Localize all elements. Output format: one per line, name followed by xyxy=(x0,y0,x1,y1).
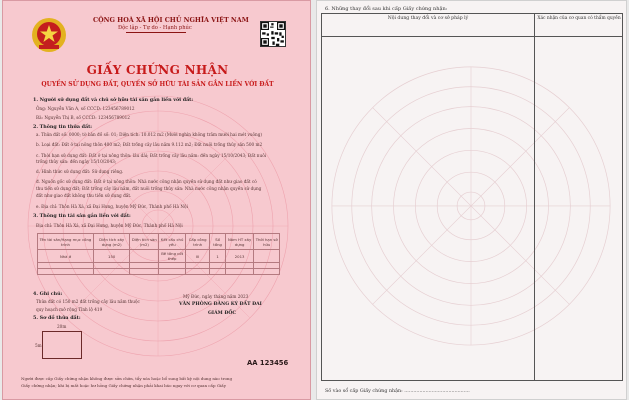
table-cell: 150 xyxy=(94,250,130,263)
table-cell: 1 xyxy=(210,250,225,263)
section-2-heading: 2. Thông tin thửa đất: xyxy=(33,124,93,130)
table-cell: Bê tông cốt thép xyxy=(159,250,186,263)
table-header-cell: Tên tài sản/Hạng mục công trình xyxy=(38,234,94,250)
sign-role: GIÁM ĐỐC xyxy=(208,311,236,316)
serial-number: AA 123456 xyxy=(247,359,289,367)
land-term-2: trồng thủy sản: đến ngày 15/10/2043; xyxy=(36,159,117,164)
owner-1: Ông: Nguyễn Văn A, số CCCD: 123456789012 xyxy=(36,106,135,111)
section-5-heading: 5. Sơ đồ thửa đất: xyxy=(33,315,81,321)
motto-underline xyxy=(126,32,186,33)
changes-table xyxy=(321,13,623,381)
land-sketch-box xyxy=(42,331,82,359)
section-1-heading: 1. Người sử dụng đất và chủ sở hữu tài sản gắn liền với đất: xyxy=(33,97,194,103)
header-divider xyxy=(322,36,622,37)
table-cell: 2013 xyxy=(225,250,254,263)
land-parcel-info: a. Thửa đất số: 0000; tờ bản đồ số: 01; Diện tích: 10.012 m2 (Mười nghìn không trăm mười hai mét vuông) xyxy=(36,132,263,137)
land-origin-1: đ. Nguồn gốc sử dụng đất: Đất ở tại nông thôn: Nhà nước công nhận quyền sử dụng đất như giao đất có xyxy=(36,179,257,184)
changes-column-header: Nội dung thay đổi và cơ sở pháp lý xyxy=(387,16,469,21)
asset-table-header-row xyxy=(38,234,280,250)
note-line-2: quy hoạch mở rộng Tỉnh lộ 419 xyxy=(36,307,103,312)
sketch-dimension-left: 5m xyxy=(35,343,42,348)
land-address: e. Địa chỉ: Thôn Hà Xá, xã Đại Hưng, huyện Mỹ Đức, Thành phố Hà Nội xyxy=(36,204,188,209)
confirmation-column-header: Xác nhận của cơ quan có thẩm quyền xyxy=(537,16,621,21)
table-cell: Nhà ở xyxy=(38,250,94,263)
asset-table xyxy=(37,233,280,275)
sign-date: Mỹ Đức, ngày tháng năm 2023 xyxy=(183,294,249,299)
land-origin-3: đất như giao đất không thu tiền sử dụng đất. xyxy=(36,193,132,198)
table-header-cell: Thời hạn sở hữu xyxy=(254,234,280,250)
land-use-form: d. Hình thức sử dụng đất: Sử dụng riêng. xyxy=(36,169,124,174)
table-header-cell: Kết cấu chủ yếu xyxy=(159,234,186,250)
sketch-dimension-top: 20m xyxy=(57,324,67,329)
table-row xyxy=(38,250,280,263)
national-emblem-icon xyxy=(31,17,67,53)
land-origin-2: thu tiền sử dụng đất; Đất trồng cây lâu năm, đất nuôi trồng thủy sản: Nhà nước công nhận quyền sử dụng xyxy=(36,186,262,191)
table-cell xyxy=(254,250,280,263)
table-row xyxy=(38,269,280,275)
table-header-cell: Số tầng xyxy=(210,234,225,250)
table-header-cell: Năm HT xây dựng xyxy=(225,234,254,250)
table-cell: III xyxy=(185,250,209,263)
land-term-1: c. Thời hạn sử dụng đất: Đất ở tại nông thôn: lâu dài; Đất trồng cây lâu năm: đến ngày 15/10/2043; Đất nuôi xyxy=(36,153,267,158)
section-4-heading: 4. Ghi chú: xyxy=(33,291,63,297)
qr-code-icon xyxy=(260,21,286,47)
registry-number-line: Số vào sổ cấp Giấy chứng nhận: ........................................... xyxy=(325,389,470,394)
national-name: CỘNG HOÀ XÃ HỘI CHỦ NGHĨA VIỆT NAM xyxy=(93,16,249,24)
table-header-cell: Diện tích sàn (m2) xyxy=(130,234,159,250)
table-header-cell: Diện tích xây dựng (m2) xyxy=(94,234,130,250)
sign-office: VĂN PHÒNG ĐĂNG KÝ ĐẤT ĐAI xyxy=(179,302,262,307)
section-3-heading: 3. Thông tin tài sản gắn liền với đất: xyxy=(33,213,131,219)
footer-line-1: Người được cấp Giấy chứng nhận không được sửa chữa, tẩy xóa hoặc bổ sung bất kỳ nội dung nào trong xyxy=(21,376,233,381)
asset-address: Địa chỉ: Thôn Hà Xá, xã Đại Hưng, huyện Mỹ Đức, Thành phố Hà Nội xyxy=(36,223,183,228)
certificate-changes-page xyxy=(316,0,627,400)
owner-2: Bà: Nguyễn Thị B, số CCCD: 123456789012 xyxy=(36,115,130,120)
national-motto: Độc lập - Tự do - Hạnh phúc xyxy=(118,25,192,31)
certificate-subtitle: QUYỀN SỬ DỤNG ĐẤT, QUYỀN SỞ HỮU TÀI SẢN GẮN LIỀN VỚI ĐẤT xyxy=(41,81,274,88)
column-divider xyxy=(534,14,535,380)
footer-line-2: Giấy chứng nhận; khi bị mất hoặc hư hỏng Giấy chứng nhận phải khai báo ngay với cơ quan cấp Giấy xyxy=(21,383,227,388)
changes-section-title: 6. Những thay đổi sau khi cấp Giấy chứng nhận: xyxy=(325,6,448,12)
table-header-cell: Cấp công trình xyxy=(185,234,209,250)
land-type: b. Loại đất: Đất ở tại nông thôn 400 m2; Đất trồng cây lâu năm 9.112 m2; Đất nuôi trồng thủy sản 500 m2 xyxy=(36,142,263,147)
certificate-front-page xyxy=(2,0,311,400)
note-line-1: Thửa đất có 150 m2 đất trồng cây lâu năm thuộc xyxy=(36,299,140,304)
certificate-title: GIẤY CHỨNG NHẬN xyxy=(86,63,229,77)
table-cell xyxy=(130,250,159,263)
